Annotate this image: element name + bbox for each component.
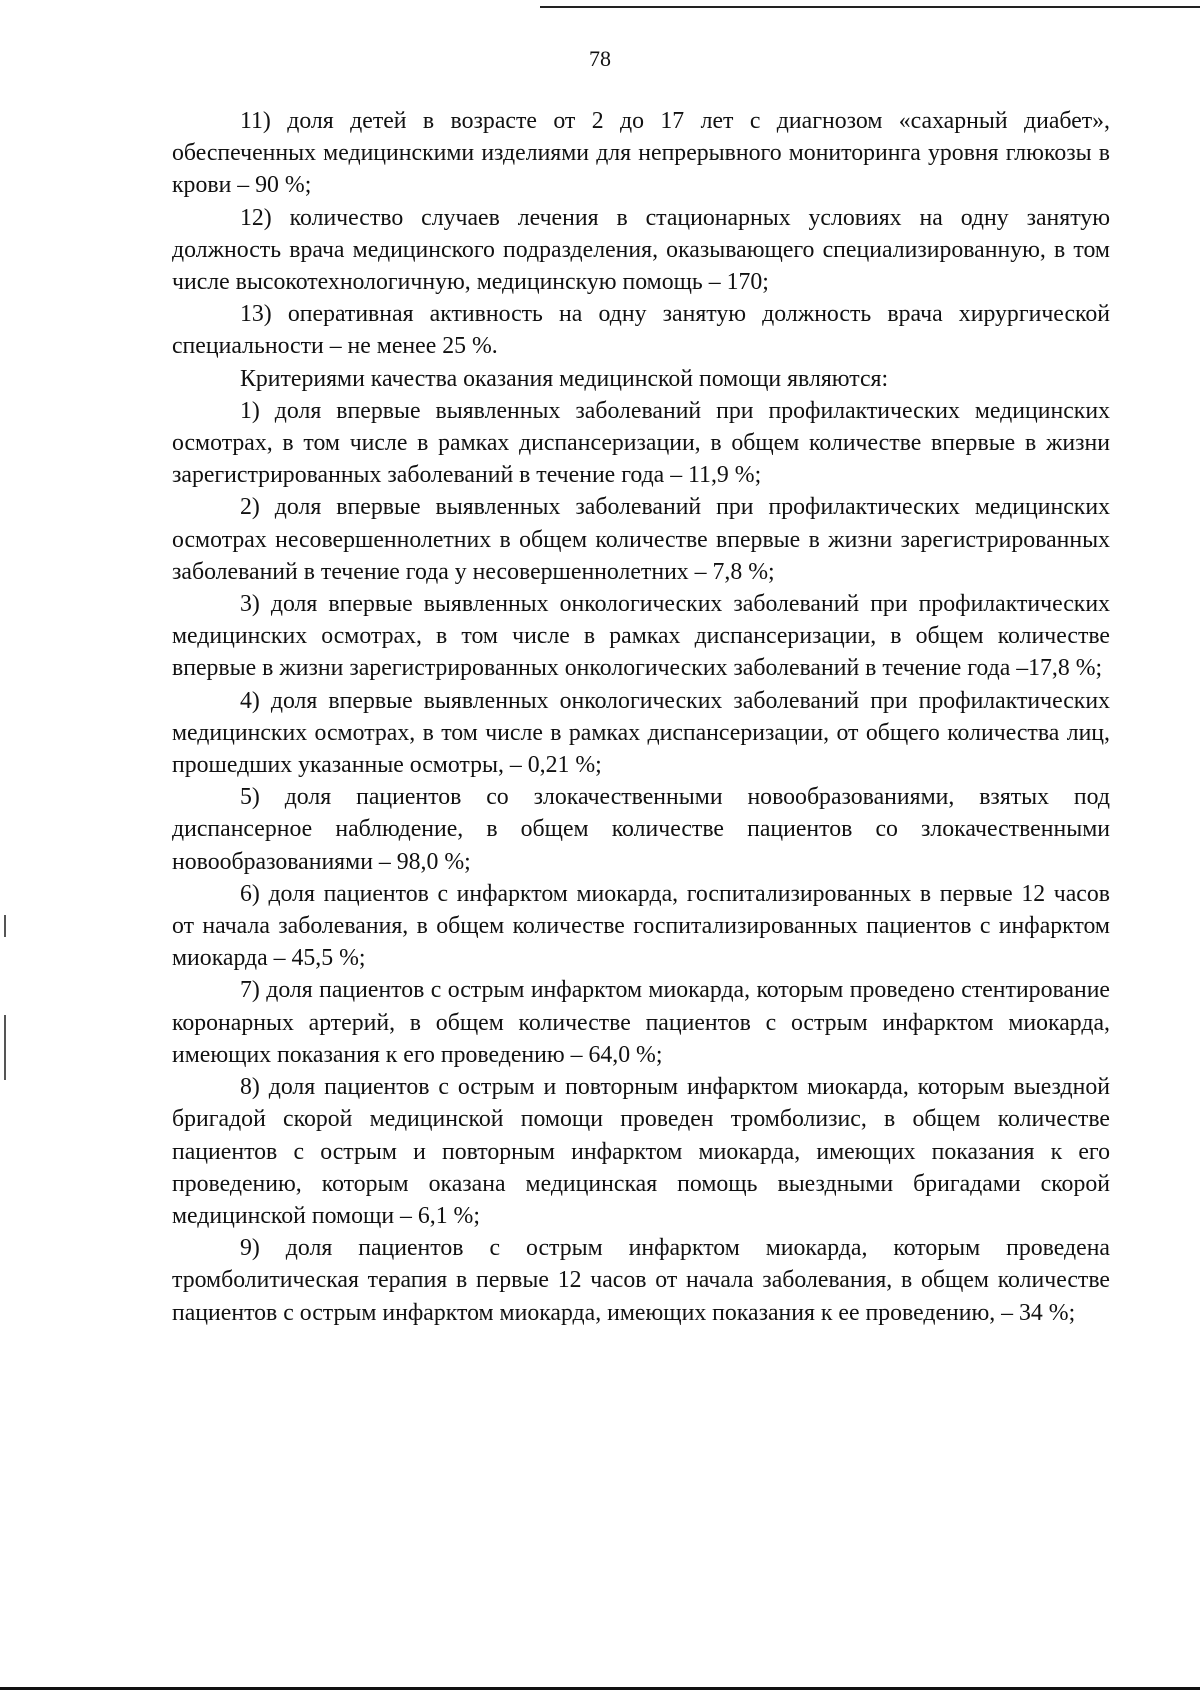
scan-mark-left bbox=[4, 915, 6, 937]
paragraph-item-12: 12) количество случаев лечения в стационарных условиях на одну занятую должность врача медицинского подразделения, оказывающего специализированную, в том числе высокотехнологичную, медицинскую помощь – 170; bbox=[172, 204, 1110, 296]
scan-mark-left bbox=[4, 1015, 6, 1080]
paragraph-criterion-1: 1) доля впервые выявленных заболеваний при профилактических медицинских осмотрах, в том числе в рамках диспансеризации, в общем количестве впервые в жизни зарегистрированных заболеваний в течение года – 11,9 %; bbox=[172, 397, 1110, 489]
paragraph-criterion-8: 8) доля пациентов с острым и повторным инфарктом миокарда, которым выездной бригадой скорой медицинской помощи проведен тромболизис, в общем количестве пациентов с острым и повторным инфарктом миокарда, имеющих показания к его проведению, которым оказана медицинская помощь выездными бригадами скорой медицинской помощи – 6,1 %; bbox=[172, 1074, 1110, 1229]
scan-border-top bbox=[540, 6, 1200, 8]
paragraph-criterion-4: 4) доля впервые выявленных онкологических заболеваний при профилактических медицинских осмотрах, в том числе в рамках диспансеризации, от общего количества лиц, прошедших указанные осмотры, – 0,21 %; bbox=[172, 687, 1110, 779]
page-number: 78 bbox=[589, 46, 611, 71]
scan-border-bottom bbox=[0, 1687, 1200, 1690]
paragraph-item-13: 13) оперативная активность на одну занятую должность врача хирургической специальности – не менее 25 %. bbox=[172, 301, 1110, 360]
paragraph-item-11: 11) доля детей в возрасте от 2 до 17 лет с диагнозом «сахарный диабет», обеспеченных медицинскими изделиями для непрерывного мониторинга уровня глюкозы в крови – 90 %; bbox=[172, 108, 1110, 199]
paragraph-criteria-heading: Критериями качества оказания медицинской помощи являются: bbox=[240, 365, 889, 392]
paragraph-criterion-3: 3) доля впервые выявленных онкологических заболеваний при профилактических медицинских осмотрах, в том числе в рамках диспансеризации, в общем количестве впервые в жизни зарегистрированных онкологических заболеваний в течение года –17,8 %; bbox=[172, 591, 1110, 682]
document-body bbox=[172, 105, 1110, 1329]
paragraph-criterion-5: 5) доля пациентов со злокачественными новообразованиями, взятых под диспансерное наблюдение, в общем количестве пациентов со злокачественными новообразованиями – 98,0 %; bbox=[172, 784, 1110, 875]
paragraph-criterion-6: 6) доля пациентов с инфарктом миокарда, госпитализированных в первые 12 часов от начала заболевания, в общем количестве госпитализированных пациентов с инфарктом миокарда – 45,5 %; bbox=[172, 880, 1110, 972]
paragraph-criterion-9: 9) доля пациентов с острым инфарктом миокарда, которым проведена тромболитическая терапия в первые 12 часов от начала заболевания, в общем количестве пациентов с острым инфарктом миокарда, имеющих показания к ее проведению, – 34 %; bbox=[172, 1235, 1110, 1326]
paragraph-criterion-7: 7) доля пациентов с острым инфарктом миокарда, которым проведено стентирование коронарных артерий, в общем количестве пациентов с острым инфарктом миокарда, имеющих показания к его проведению – 64,0 %; bbox=[172, 977, 1110, 1068]
paragraph-criterion-2: 2) доля впервые выявленных заболеваний при профилактических медицинских осмотрах несовершеннолетних в общем количестве впервые в жизни зарегистрированных заболеваний в течение года у несовершеннолетних – 7,8 %; bbox=[172, 494, 1110, 585]
